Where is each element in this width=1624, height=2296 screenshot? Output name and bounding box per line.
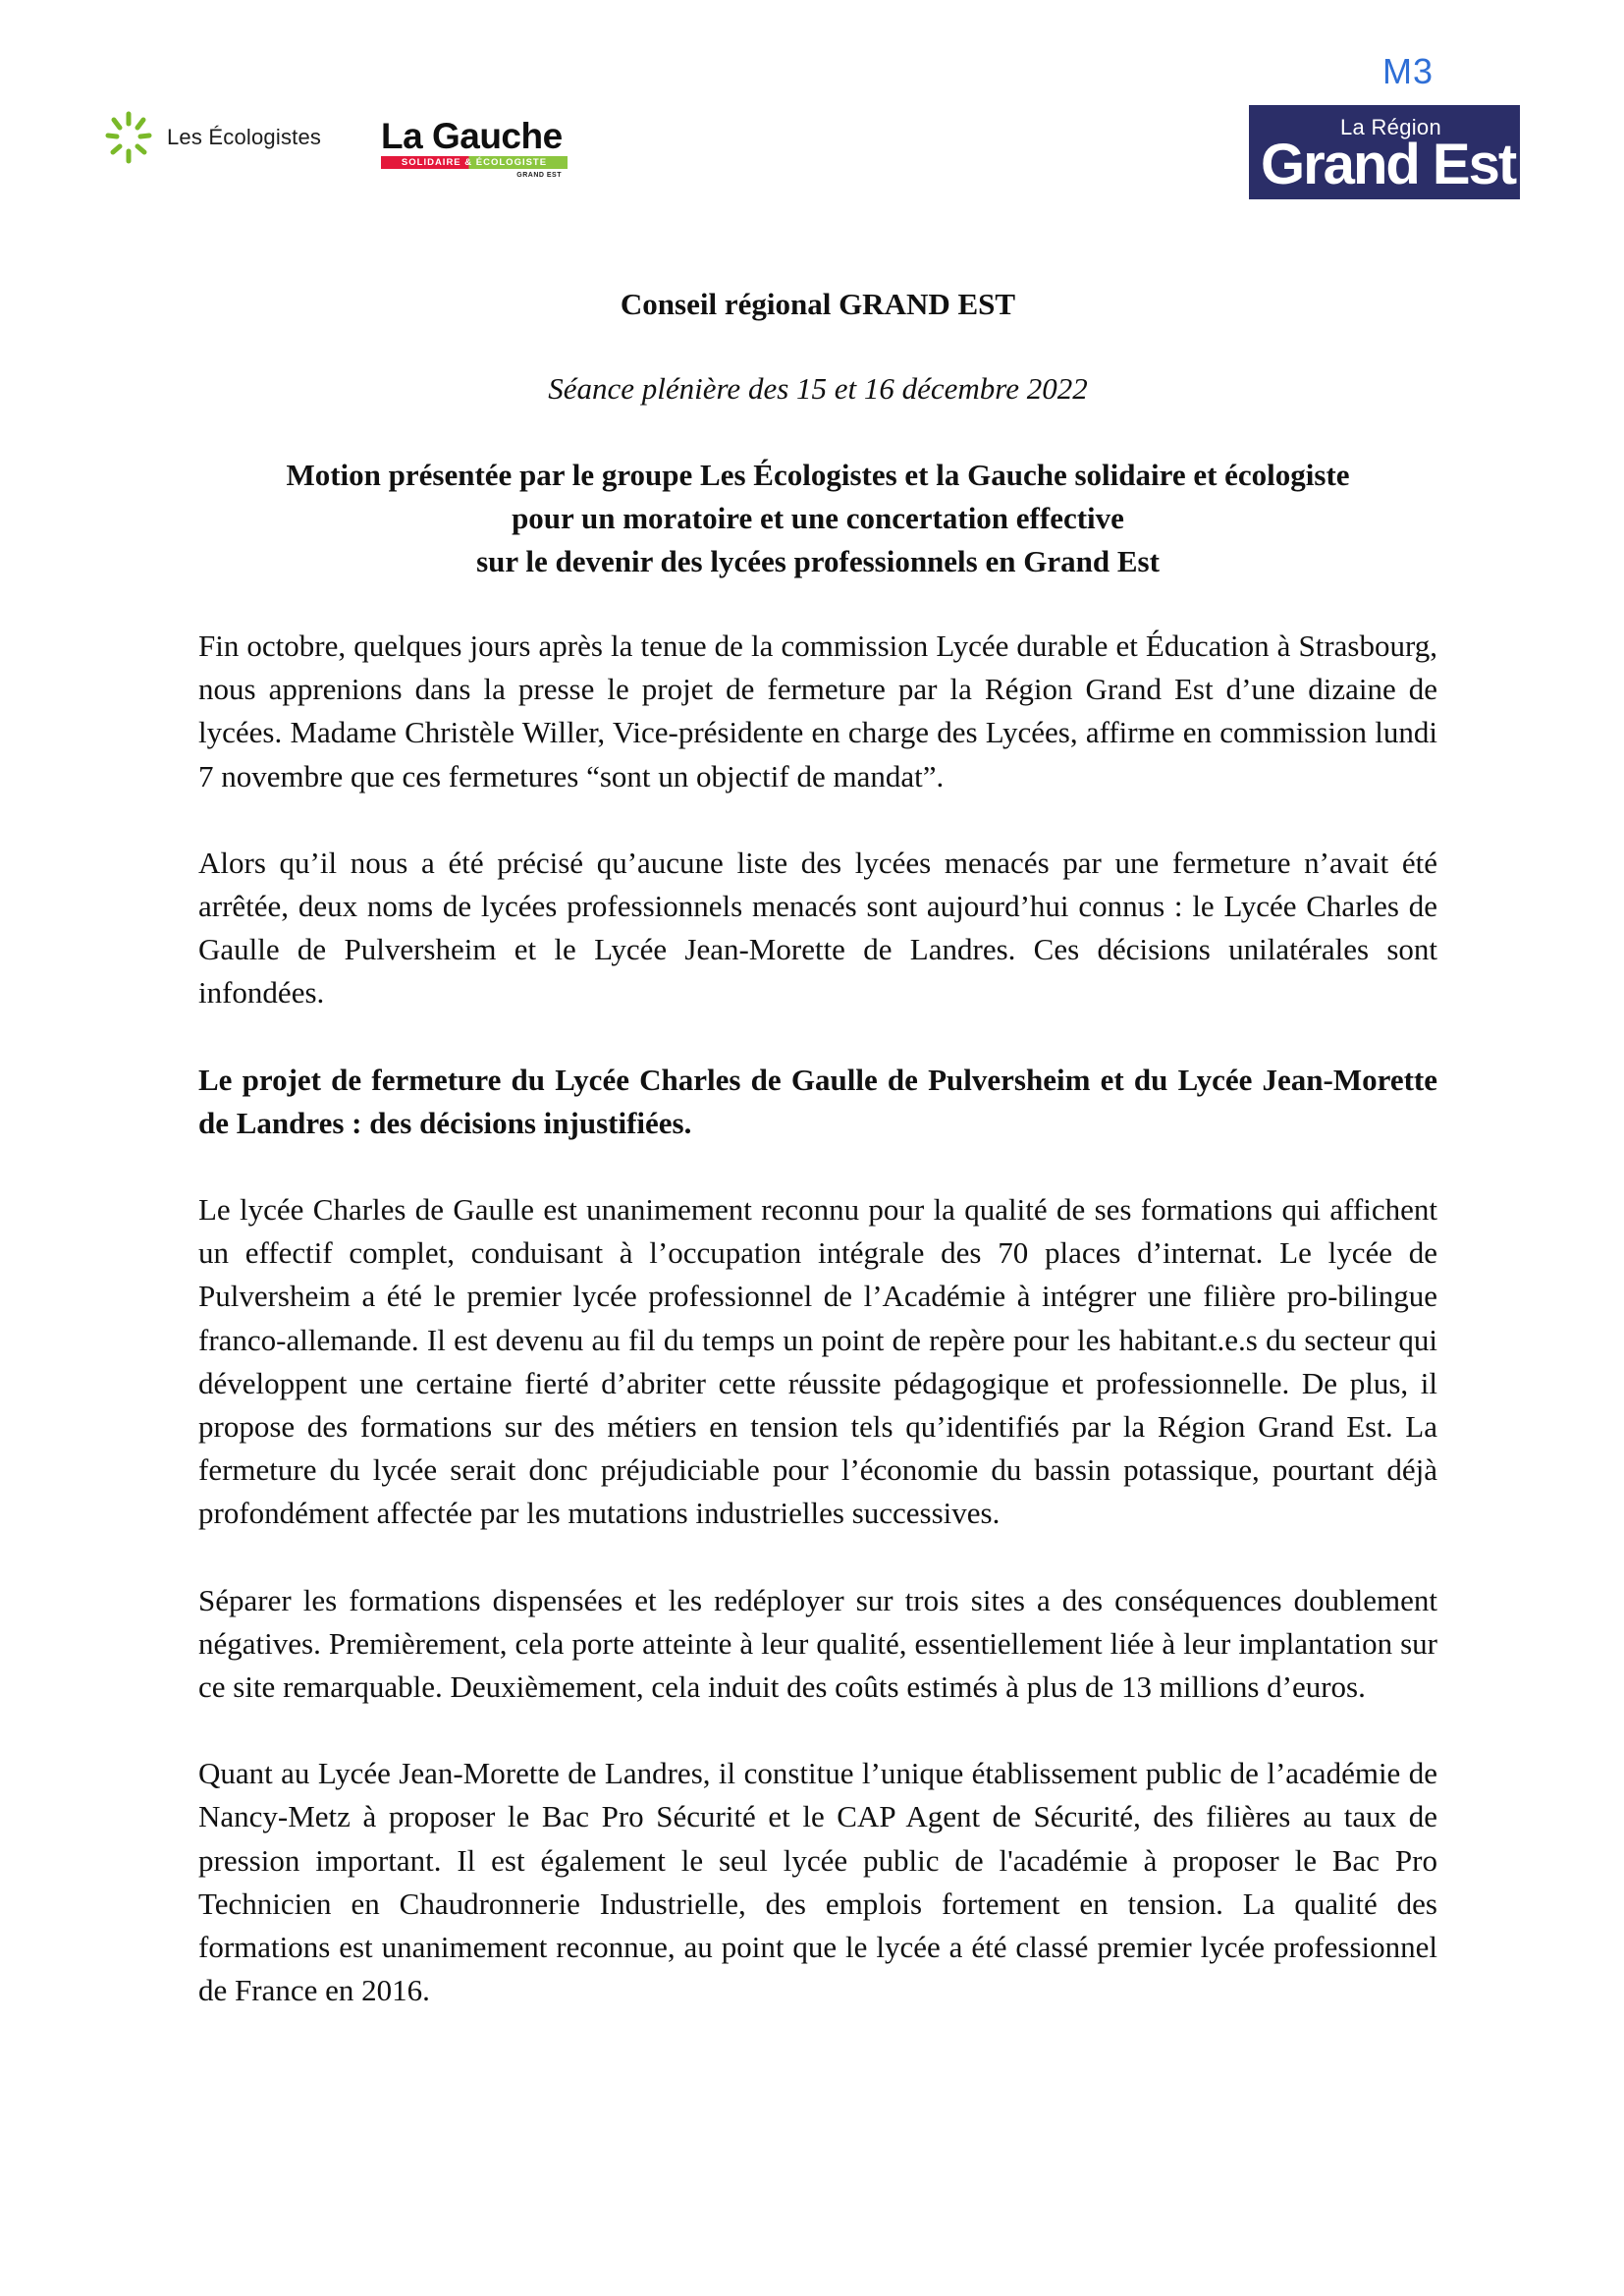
logo-les-ecologistes <box>104 110 321 165</box>
gauche-logo-title: La Gauche <box>381 116 563 156</box>
gauche-logo-subtitle: GRAND EST <box>516 172 562 179</box>
document-title: Conseil régional GRAND EST <box>620 287 1016 321</box>
paragraph-threatened-schools: Alors qu’il nous a été précisé qu’aucune liste des lycées menacés par une fermeture n’avait été arrêtée, deux noms de lycées professionnels menacés sont aujourd’hui connus : le Lycée Charles de Gaulle de Pulversheim et le Lycée Jean-Morette de Landres. Ces décisions unilatérales sont infondées. <box>198 845 1437 1011</box>
session-date: Séance plénière des 15 et 16 décembre 2022 <box>548 371 1088 406</box>
gauche-logo-band: SOLIDAIRE & ÉCOLOGISTE <box>381 156 568 169</box>
document-reference-code: M3 <box>1382 51 1435 91</box>
motion-heading-line: Motion présentée par le groupe Les Écologistes et la Gauche solidaire et écologiste <box>286 458 1350 492</box>
region-logo-top-text: La Région <box>1340 115 1441 139</box>
sunburst-logo-icon <box>104 110 153 165</box>
motion-heading <box>198 454 1437 583</box>
document-body <box>198 283 1437 2055</box>
paragraph-jean-morette: Quant au Lycée Jean-Morette de Landres, il constitue l’unique établissement public de l’académie de Nancy-Metz à proposer le Bac Pro Sécurité et le CAP Agent de Sécurité, des filières au taux de pression important. Il est également le seul lycée public de l'académie à proposer le Bac Pro Technicien en Chaudronnerie Industrielle, des emplois fortement en tension. La qualité des formations est unanimement reconnue, au point que le lycée a été classé premier lycée professionnel de France en 2016. <box>198 1756 1437 2008</box>
section-subheading: Le projet de fermeture du Lycée Charles de Gaulle de Pulversheim et du Lycée Jean-Morette de Landres : des décisions injustifiées. <box>198 1062 1437 1140</box>
motion-heading-line: sur le devenir des lycées professionnels en Grand Est <box>476 544 1160 578</box>
motion-heading-line: pour un moratoire et une concertation effective <box>512 501 1124 535</box>
ecologistes-logo-text: Les Écologistes <box>167 125 322 149</box>
paragraph-context: Fin octobre, quelques jours après la tenue de la commission Lycée durable et Éducation à Strasbourg, nous apprenions dans la presse le projet de fermeture par la Région Grand Est d’une dizaine de lycées. Madame Christèle Willer, Vice-présidente en charge des Lycées, affirme en commission lundi 7 novembre que ces fermetures “sont un objectif de mandat”. <box>198 629 1437 793</box>
paragraph-consequences: Séparer les formations dispensées et les redéployer sur trois sites a des conséquences doublement négatives. Premièrement, cela porte atteinte à leur qualité, essentiellement liée à leur implantation sur ce site remarquable. Deuxièmement, cela induit des coûts estimés à plus de 13 millions d’euros. <box>198 1582 1437 1705</box>
logo-la-gauche <box>381 118 568 179</box>
paragraph-charles-de-gaulle: Le lycée Charles de Gaulle est unanimement reconnu pour la qualité de ses formations qui affichent un effectif complet, conduisant à l’occupation intégrale des 70 places d’internat. Le lycée de Pulversheim a été le premier lycée professionnel de l’Académie à intégrer une filière pro-bilingue franco-allemande. Il est devenu au fil du temps un point de repère pour les habitant.e.s du secteur qui développent une certaine fierté d’abriter cette réussite pédagogique et professionnelle. De plus, il propose des formations sur des métiers en tension tels qu’identifiés par la Région Grand Est. La fermeture du lycée serait donc préjudiciable pour l’économie du bassin potassique, pourtant déjà profondément affectée par les mutations industrielles successives. <box>198 1192 1437 1531</box>
region-logo-main-text: Grand Est <box>1261 133 1516 196</box>
logo-region-grand-est <box>1249 105 1520 199</box>
